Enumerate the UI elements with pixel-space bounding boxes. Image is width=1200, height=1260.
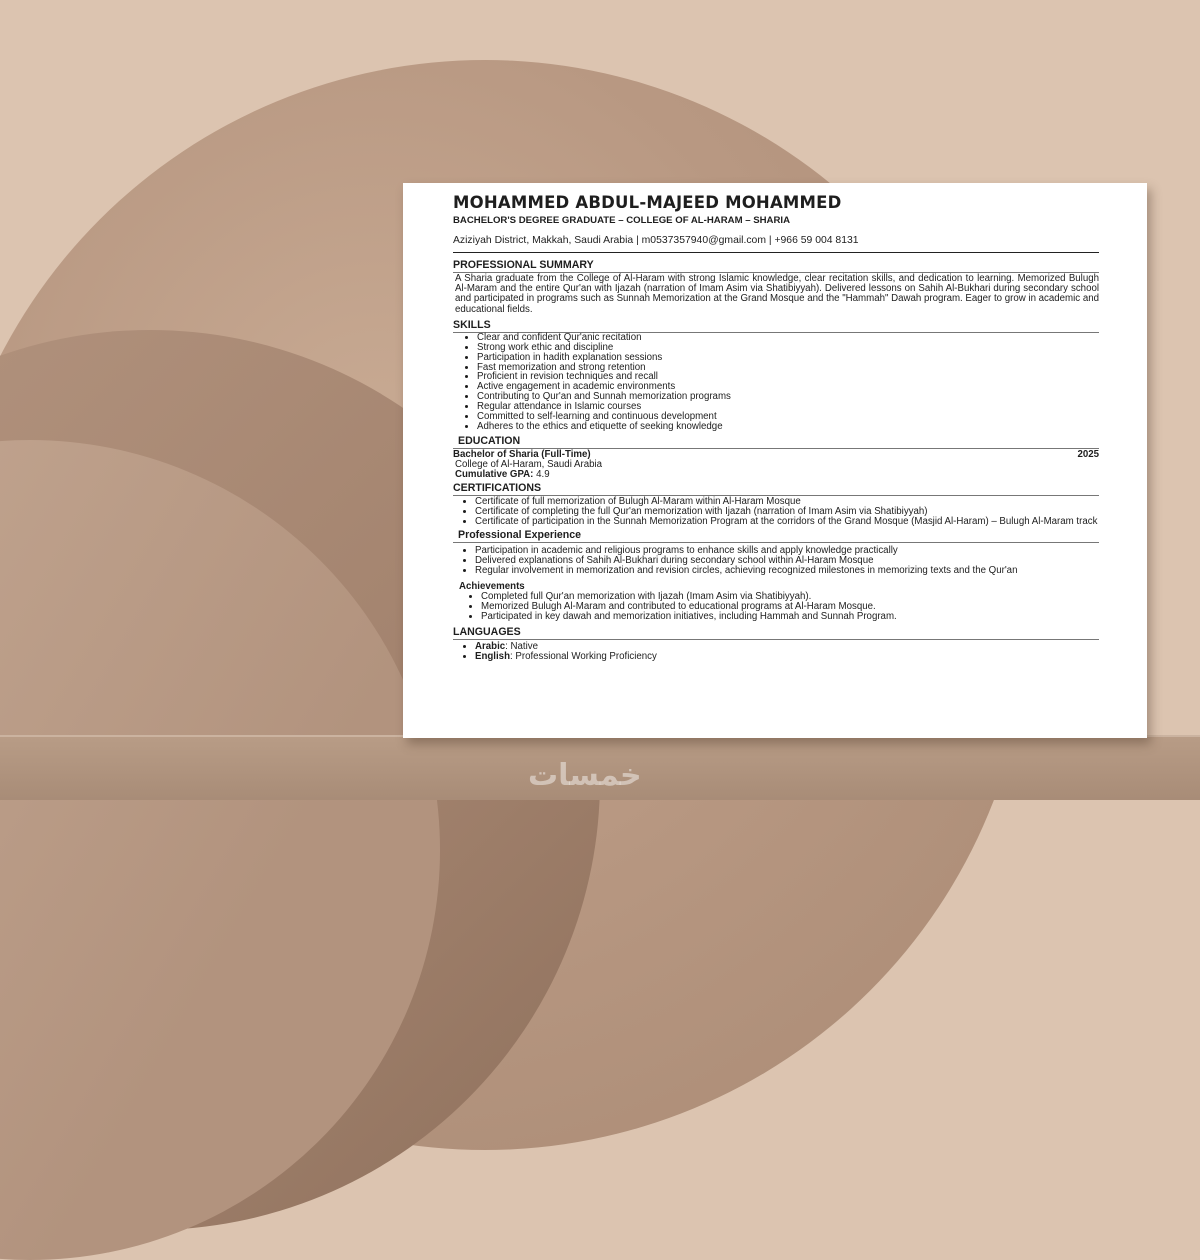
language-level: : Professional Working Proficiency [510, 650, 657, 662]
list-item: • Contributing to Qur'an and Sunnah memorization programs [477, 392, 1099, 402]
summary-text: A Sharia graduate from the College of Al-Haram with strong Islamic knowledge, clear recitation skills, and dedication to learning. Memorized Bulugh Al-Maram and the entire Qur'an with Ijazah (narration of Imam Asim via Shatibiyyah). Delivered lessons on Sahih Al-Bukhari during secondary school and participated in programs such as Sunnah Memorization at the Grand Mosque and the "Hammah" Dawah program. Eager to grow in academic and educational fields. [455, 273, 1099, 315]
summary-heading: PROFESSIONAL SUMMARY [453, 259, 1099, 273]
list-item: • Adheres to the ethics and etiquette of seeking knowledge [477, 422, 1099, 432]
list-item: • Active engagement in academic environments [477, 382, 1099, 392]
achievements-heading: Achievements [459, 580, 525, 592]
list-item: • Certificate of completing the full Qur'an memorization with Ijazah (narration of Imam Asim via Shatibiyyah) [475, 507, 1099, 517]
certifications-heading: CERTIFICATIONS [453, 482, 1099, 496]
resume-sheet [403, 183, 1147, 738]
education-degree: Bachelor of Sharia (Full-Time) [453, 448, 591, 460]
contact-line: Aziziyah District, Makkah, Saudi Arabia | m0537357940@gmail.com | +966 59 004 8131 [453, 234, 1099, 253]
list-item: • Completed full Qur'an memorization with Ijazah (Imam Asim via Shatibiyyah). [481, 592, 1099, 602]
achievements-list [453, 592, 1099, 622]
list-item: • Regular involvement in memorization and revision circles, achieving recognized milestones in memorizing texts and the Qur'an [475, 566, 1059, 576]
list-item: • Proficient in revision techniques and recall [477, 372, 1099, 382]
list-item: • Fast memorization and strong retention [477, 363, 1099, 373]
list-item: • Certificate of participation in the Sunnah Memorization Program at the corridors of the Grand Mosque (Masjid Al-Haram) – Bulugh Al-Maram track [475, 517, 1099, 527]
list-item: • Participated in key dawah and memorization initiatives, including Hammah and Sunnah Program. [481, 612, 1099, 622]
list-item: • Participation in hadith explanation sessions [477, 353, 1099, 363]
language-item [475, 652, 1099, 662]
resume-name: MOHAMMED ABDUL-MAJEED MOHAMMED [453, 193, 842, 212]
list-item: • Regular attendance in Islamic courses [477, 402, 1099, 412]
languages-list [453, 642, 1099, 662]
education-heading: EDUCATION [453, 435, 1099, 449]
education-year: 2025 [1077, 448, 1099, 460]
list-item: • Memorized Bulugh Al-Maram and contributed to educational programs at Al-Haram Mosque. [481, 602, 1099, 612]
watermark-logo: خمسات [528, 758, 642, 793]
gpa-value: 4.9 [536, 469, 550, 481]
list-item: • Delivered explanations of Sahih Al-Bukhari during secondary school within Al-Haram Mosque [475, 556, 1059, 566]
language-level: : Native [505, 640, 538, 652]
resume-subtitle: BACHELOR'S DEGREE GRADUATE – COLLEGE OF AL-HARAM – SHARIA [453, 215, 791, 226]
list-item: • Strong work ethic and discipline [477, 343, 1099, 353]
list-item: • Participation in academic and religious programs to enhance skills and apply knowledge practically [475, 546, 1059, 556]
experience-list [453, 546, 1099, 576]
experience-heading: Professional Experience [453, 529, 1099, 543]
gpa-label: Cumulative GPA: [455, 469, 534, 481]
skills-list [453, 333, 1099, 432]
education-school: College of Al-Haram, Saudi Arabia [455, 459, 603, 471]
language-name: English [475, 650, 510, 662]
list-item: • Committed to self-learning and continuous development [477, 412, 1099, 422]
languages-heading: LANGUAGES [453, 626, 1099, 640]
education-gpa [453, 470, 1099, 480]
list-item: • Certificate of full memorization of Bulugh Al-Maram within Al-Haram Mosque [475, 497, 1099, 507]
language-name: Arabic [475, 640, 506, 652]
certifications-list [453, 497, 1099, 527]
list-item: • Clear and confident Qur'anic recitation [477, 333, 1099, 343]
skills-heading: SKILLS [453, 319, 1099, 333]
